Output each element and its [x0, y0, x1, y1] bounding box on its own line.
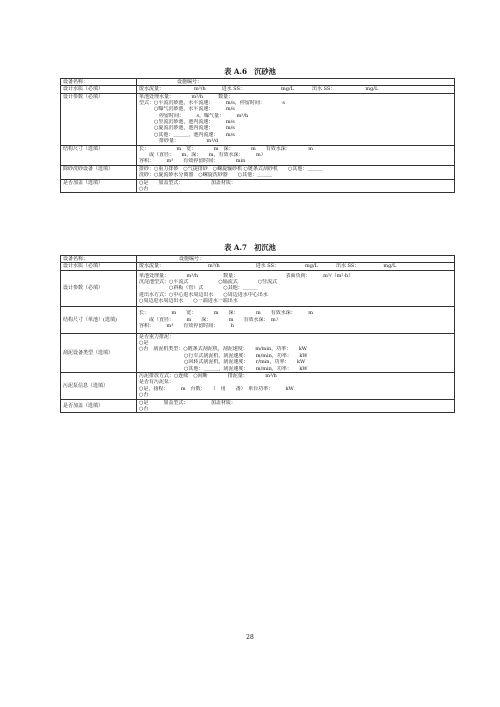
cell — [137, 333, 455, 372]
row-label: 结构尺寸（单池）(选填) — [61, 307, 137, 333]
row-label: 除砂洗砂设备（选填） — [61, 165, 137, 179]
text-line: ○是 — [139, 340, 149, 347]
text-line: ○是，扬程： m 台数： （ 用 备） 单台功率： kW — [139, 385, 294, 392]
facility-number-label: 设施编号： — [179, 256, 205, 262]
flow-label: 废水流量： — [139, 263, 165, 270]
table-a7-row-cover — [61, 399, 455, 413]
table-a6 — [60, 78, 455, 193]
table-a7-caption: 表 A.7 初沉池 — [224, 243, 276, 252]
cell — [137, 86, 455, 93]
cell — [137, 79, 455, 86]
text-line: 排砂量： m³/d — [139, 138, 219, 145]
outlet-ss-label: 出水 SS： — [311, 86, 336, 93]
row-label: 污泥泵信息（选填） — [61, 372, 137, 399]
table-a7-row-scraper — [61, 333, 455, 372]
cell — [137, 256, 455, 263]
table-a6-caption: 表 A.6 沉砂池 — [224, 67, 276, 76]
text-line: 是否重力排泥： — [139, 333, 175, 340]
table-a6-row-name — [61, 79, 455, 86]
text-line: 是否有污泥泵： — [139, 379, 175, 386]
text-line: ○是 加盖型式： 加盖材质： — [139, 179, 236, 186]
text-line: ○其他：＿＿＿，刮泥速度： m/min，功率： kW — [139, 365, 308, 372]
text-line: ○是 加盖型式： 加盖材质： — [139, 399, 236, 406]
row-label: 是否加盖（选填） — [61, 399, 137, 413]
facility-number-label: 设施编号： — [177, 79, 203, 85]
text-line: 进出水方式：○中心进水周边出水 ○周边进水中心出水 — [139, 291, 268, 298]
outlet-ss-unit: mg/L — [365, 86, 379, 93]
text-line: 长： m 宽： m 深： m 有效水深： m — [139, 310, 313, 317]
table-a7-row-params — [61, 270, 455, 307]
text-line: ○周边进水周边出水 ○一端进水一端出水 — [139, 298, 238, 305]
text-line: 污泥排放方式：○连续 ○间断 排泥量： m³/h — [139, 372, 277, 379]
flow-label: 废水流量： — [139, 86, 165, 93]
device-name-label: 设备名称： — [63, 79, 89, 85]
row-label: 设计水质（必填） — [61, 263, 137, 270]
page-number: 28 — [246, 634, 254, 641]
text-line: ○回转式刮泥机，刮泥速度： r/min，功率： kW — [139, 359, 306, 366]
cell — [137, 93, 455, 145]
cell — [137, 263, 455, 270]
text-line: ○行车式刮泥机，刮泥速度： m/min，功率： kW — [139, 352, 308, 359]
inlet-ss-unit: mg/L — [281, 86, 294, 93]
text-line: 单池处理水量： m³/h 数量： — [139, 93, 234, 100]
table-a6-row-desanding — [61, 165, 455, 179]
table-a6-row-structure — [61, 145, 455, 165]
cell — [61, 256, 137, 263]
cell — [137, 307, 455, 333]
inlet-ss-label: 进水 SS： — [255, 263, 280, 270]
text-line: ○否 — [139, 185, 149, 192]
text-line: ○否 刮泥机类型：○链条式刮泥机，刮泥速度： m/min，功率： kW — [139, 346, 307, 353]
cell — [137, 270, 455, 307]
table-a7 — [60, 255, 455, 413]
text-line: ○其他：＿＿＿，池内流速： m/s — [139, 131, 235, 138]
text-line: 容积： m³ 有效停留时间： min — [139, 158, 246, 165]
text-line: 单池处理量： m³/h 数量： 表面负荷： m³/（m²·h） — [139, 272, 354, 279]
cell — [61, 79, 137, 86]
text-line: 停留时间： s，曝气量： m³/h — [139, 112, 249, 119]
text-line: 排砂：○重力排砂 ○气提排砂 ○螺旋输砂机 ○链条式刮砂机 ○其他：＿＿＿ — [139, 165, 323, 172]
table-a6-row-params — [61, 93, 455, 145]
cell — [137, 145, 455, 165]
row-label: 设计参数（必填） — [61, 270, 137, 307]
cell — [137, 165, 455, 179]
row-label: 刮泥设备类型（选填） — [61, 333, 137, 372]
text-line: 沉淀池型式：○平流式 ○辐流式 ○竖流式 — [139, 278, 278, 285]
cell — [137, 179, 455, 193]
text-line: 洗砂：○旋流砂水分离器 ○螺旋洗砂器 ○其他：＿＿＿ — [139, 172, 273, 179]
table-a7-row-name — [61, 256, 455, 263]
table-a6-row-quality — [61, 86, 455, 93]
table-a6-row-cover — [61, 179, 455, 193]
text-line: 或（直径： m，深： m，有效水深： m） — [139, 152, 266, 159]
table-a7-row-structure — [61, 307, 455, 333]
row-label: 是否加盖（选填） — [61, 179, 137, 193]
text-line: ○曝气沉砂池，水平流速： m/s — [139, 106, 235, 113]
inlet-ss-unit: mg/L — [305, 263, 318, 270]
row-label: 设计参数（必填） — [61, 93, 137, 145]
text-line: ○斜板（管）式 ○其他：＿＿＿ — [139, 285, 258, 292]
text-line: ○竖流沉砂池，池内流速： m/s — [139, 119, 235, 126]
flow-unit: m³/h — [208, 263, 220, 270]
row-label: 设计水质（必填） — [61, 86, 137, 93]
device-name-label: 设备名称： — [63, 256, 89, 262]
inlet-ss-label: 进水 SS： — [221, 86, 246, 93]
outlet-ss-unit: mg/L — [383, 263, 397, 270]
text-line: ○否 — [139, 405, 149, 412]
text-line: ○旋流沉砂池，池内流速： m/s — [139, 125, 235, 132]
row-label: 结构尺寸（选填） — [61, 145, 137, 165]
text-line: 容积： m³ 有效停留时间： h — [139, 323, 234, 330]
outlet-ss-label: 出水 SS： — [335, 263, 360, 270]
flow-unit: m³/h — [194, 86, 206, 93]
cell — [137, 372, 455, 399]
text-line: ○否 — [139, 392, 149, 399]
text-line: 或（直径： m 深： m 有效水深： m） — [139, 316, 281, 323]
text-line: 长： m 宽： m 深： m 有效水深： m — [139, 145, 313, 152]
table-a7-row-sludge-pump — [61, 372, 455, 399]
cell — [137, 399, 455, 413]
table-a7-row-quality — [61, 263, 455, 270]
text-line: 型式：○平流沉砂池，水平流速： m/s，停留时间： s — [139, 99, 285, 106]
